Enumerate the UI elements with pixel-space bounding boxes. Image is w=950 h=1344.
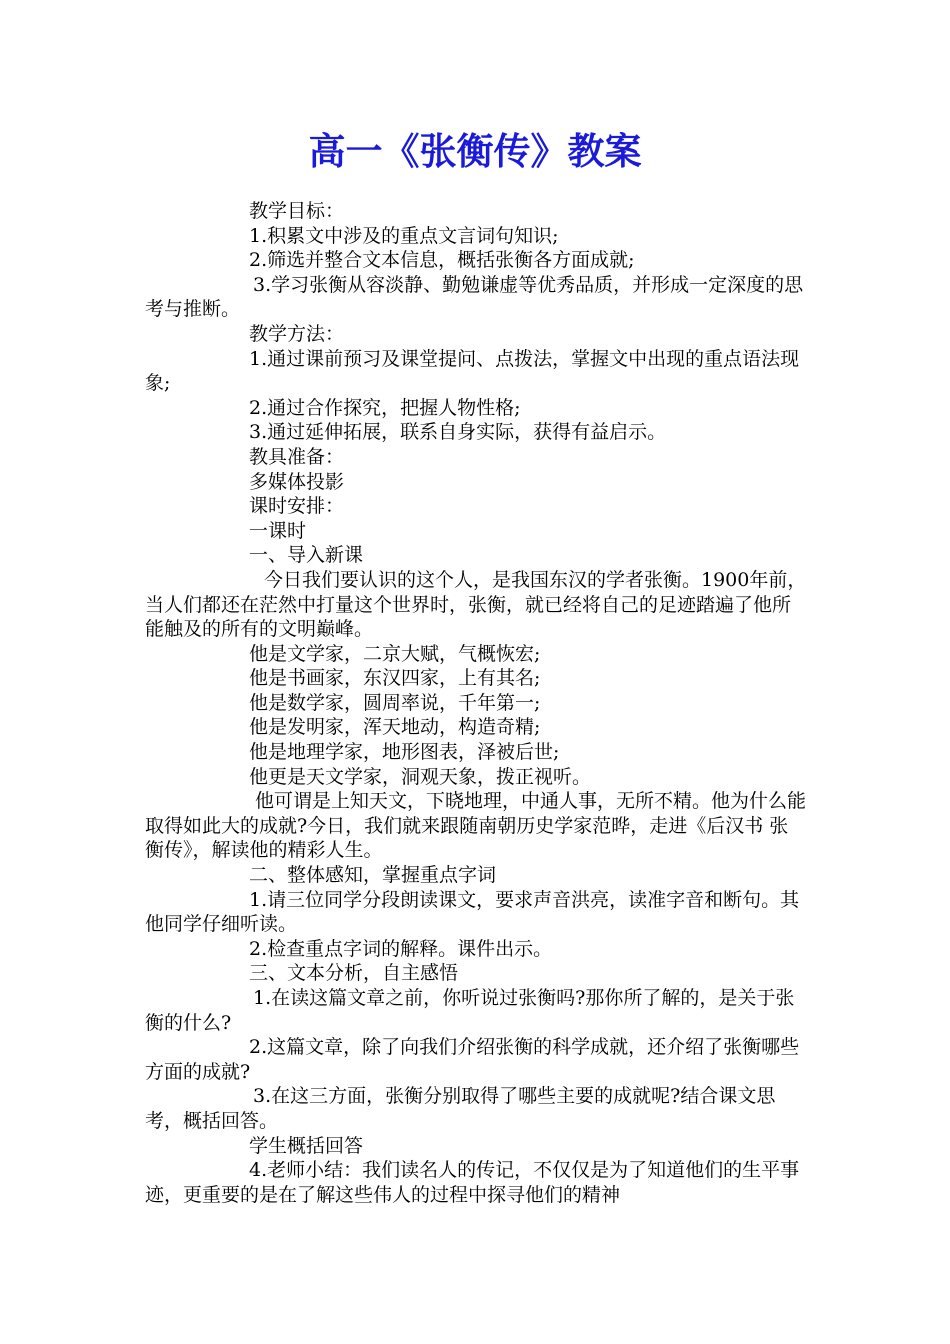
paragraph: 1.通过课前预习及课堂提问、点拨法，掌握文中出现的重点语法现象; [145, 347, 800, 395]
paragraph: 3.通过延伸拓展，联系自身实际，获得有益启示。 [249, 421, 667, 444]
paragraph: 2.这篇文章，除了向我们介绍张衡的科学成就，还介绍了张衡哪些方面的成就? [145, 1036, 800, 1083]
paragraph: 教具准备： [249, 445, 345, 468]
paragraph: 教学方法： [249, 322, 345, 345]
paragraph: 2.检查重点字词的解释。课件出示。 [249, 937, 553, 960]
document-title: 高一《张衡传》教案 [308, 129, 642, 173]
paragraph: 教学目标： [249, 200, 345, 222]
paragraph: 三、文本分析，自主感悟 [249, 962, 459, 985]
paragraph: 他是发明家，浑天地动，构造奇精; [249, 716, 541, 739]
paragraph: 他是数学家，圆周率说，千年第一; [249, 691, 541, 714]
document-body [145, 199, 807, 1207]
paragraph: 今日我们要认识的这个人，是我国东汉的学者张衡。1900年前，当人们都还在茫然中打量这个世界时，张衡，就已经将自己的足迹踏遍了他所能触及的所有的文明巅峰。 [145, 568, 807, 641]
paragraph: 2.筛选并整合文本信息，概括张衡各方面成就; [249, 249, 635, 272]
paragraph: 他是书画家，东汉四家，上有其名; [249, 667, 541, 690]
paragraph: 1.积累文中涉及的重点文言词句知识; [249, 224, 559, 247]
paragraph: 2.通过合作探究，把握人物性格; [249, 396, 521, 419]
paragraph: 他可谓是上知天文，下晓地理，中通人事，无所不精。他为什么能取得如此大的成就?今日，我们就来跟随南朝历史学家范晔，走进《后汉书 张衡传》，解读他的精彩人生。 [145, 790, 807, 862]
paragraph: 学生概括回答 [249, 1134, 364, 1157]
paragraph: 3.在这三方面，张衡分别取得了哪些主要的成就呢?结合课文思考，概括回答。 [145, 1085, 776, 1132]
paragraph: 1.在读这篇文章之前，你听说过张衡吗?那你所了解的，是关于张衡的什么? [145, 987, 795, 1034]
paragraph: 一、导入新课 [249, 544, 364, 567]
paragraph: 二、整体感知，掌握重点字词 [249, 864, 497, 887]
paragraph: 1.请三位同学分段朗读课文，要求声音洪亮，读准字音和断句。其他同学仔细听读。 [145, 888, 800, 936]
paragraph: 他是文学家，二京大赋，气概恢宏; [249, 642, 541, 665]
paragraph: 课时安排： [249, 495, 345, 518]
paragraph: 一课时 [249, 519, 307, 542]
paragraph: 4.老师小结：我们读名人的传记，不仅仅是为了知道他们的生平事迹，更重要的是在了解这些伟人的过程中探寻他们的精神 [145, 1159, 800, 1206]
paragraph: 他是地理学家，地形图表，泽被后世; [249, 741, 560, 764]
paragraph: 他更是天文学家，洞观天象，拨正视听。 [249, 765, 592, 788]
paragraph: 多媒体投影 [249, 470, 345, 493]
paragraph: 3.学习张衡从容淡静、勤勉谦虚等优秀品质，并形成一定深度的思考与推断。 [145, 273, 804, 321]
